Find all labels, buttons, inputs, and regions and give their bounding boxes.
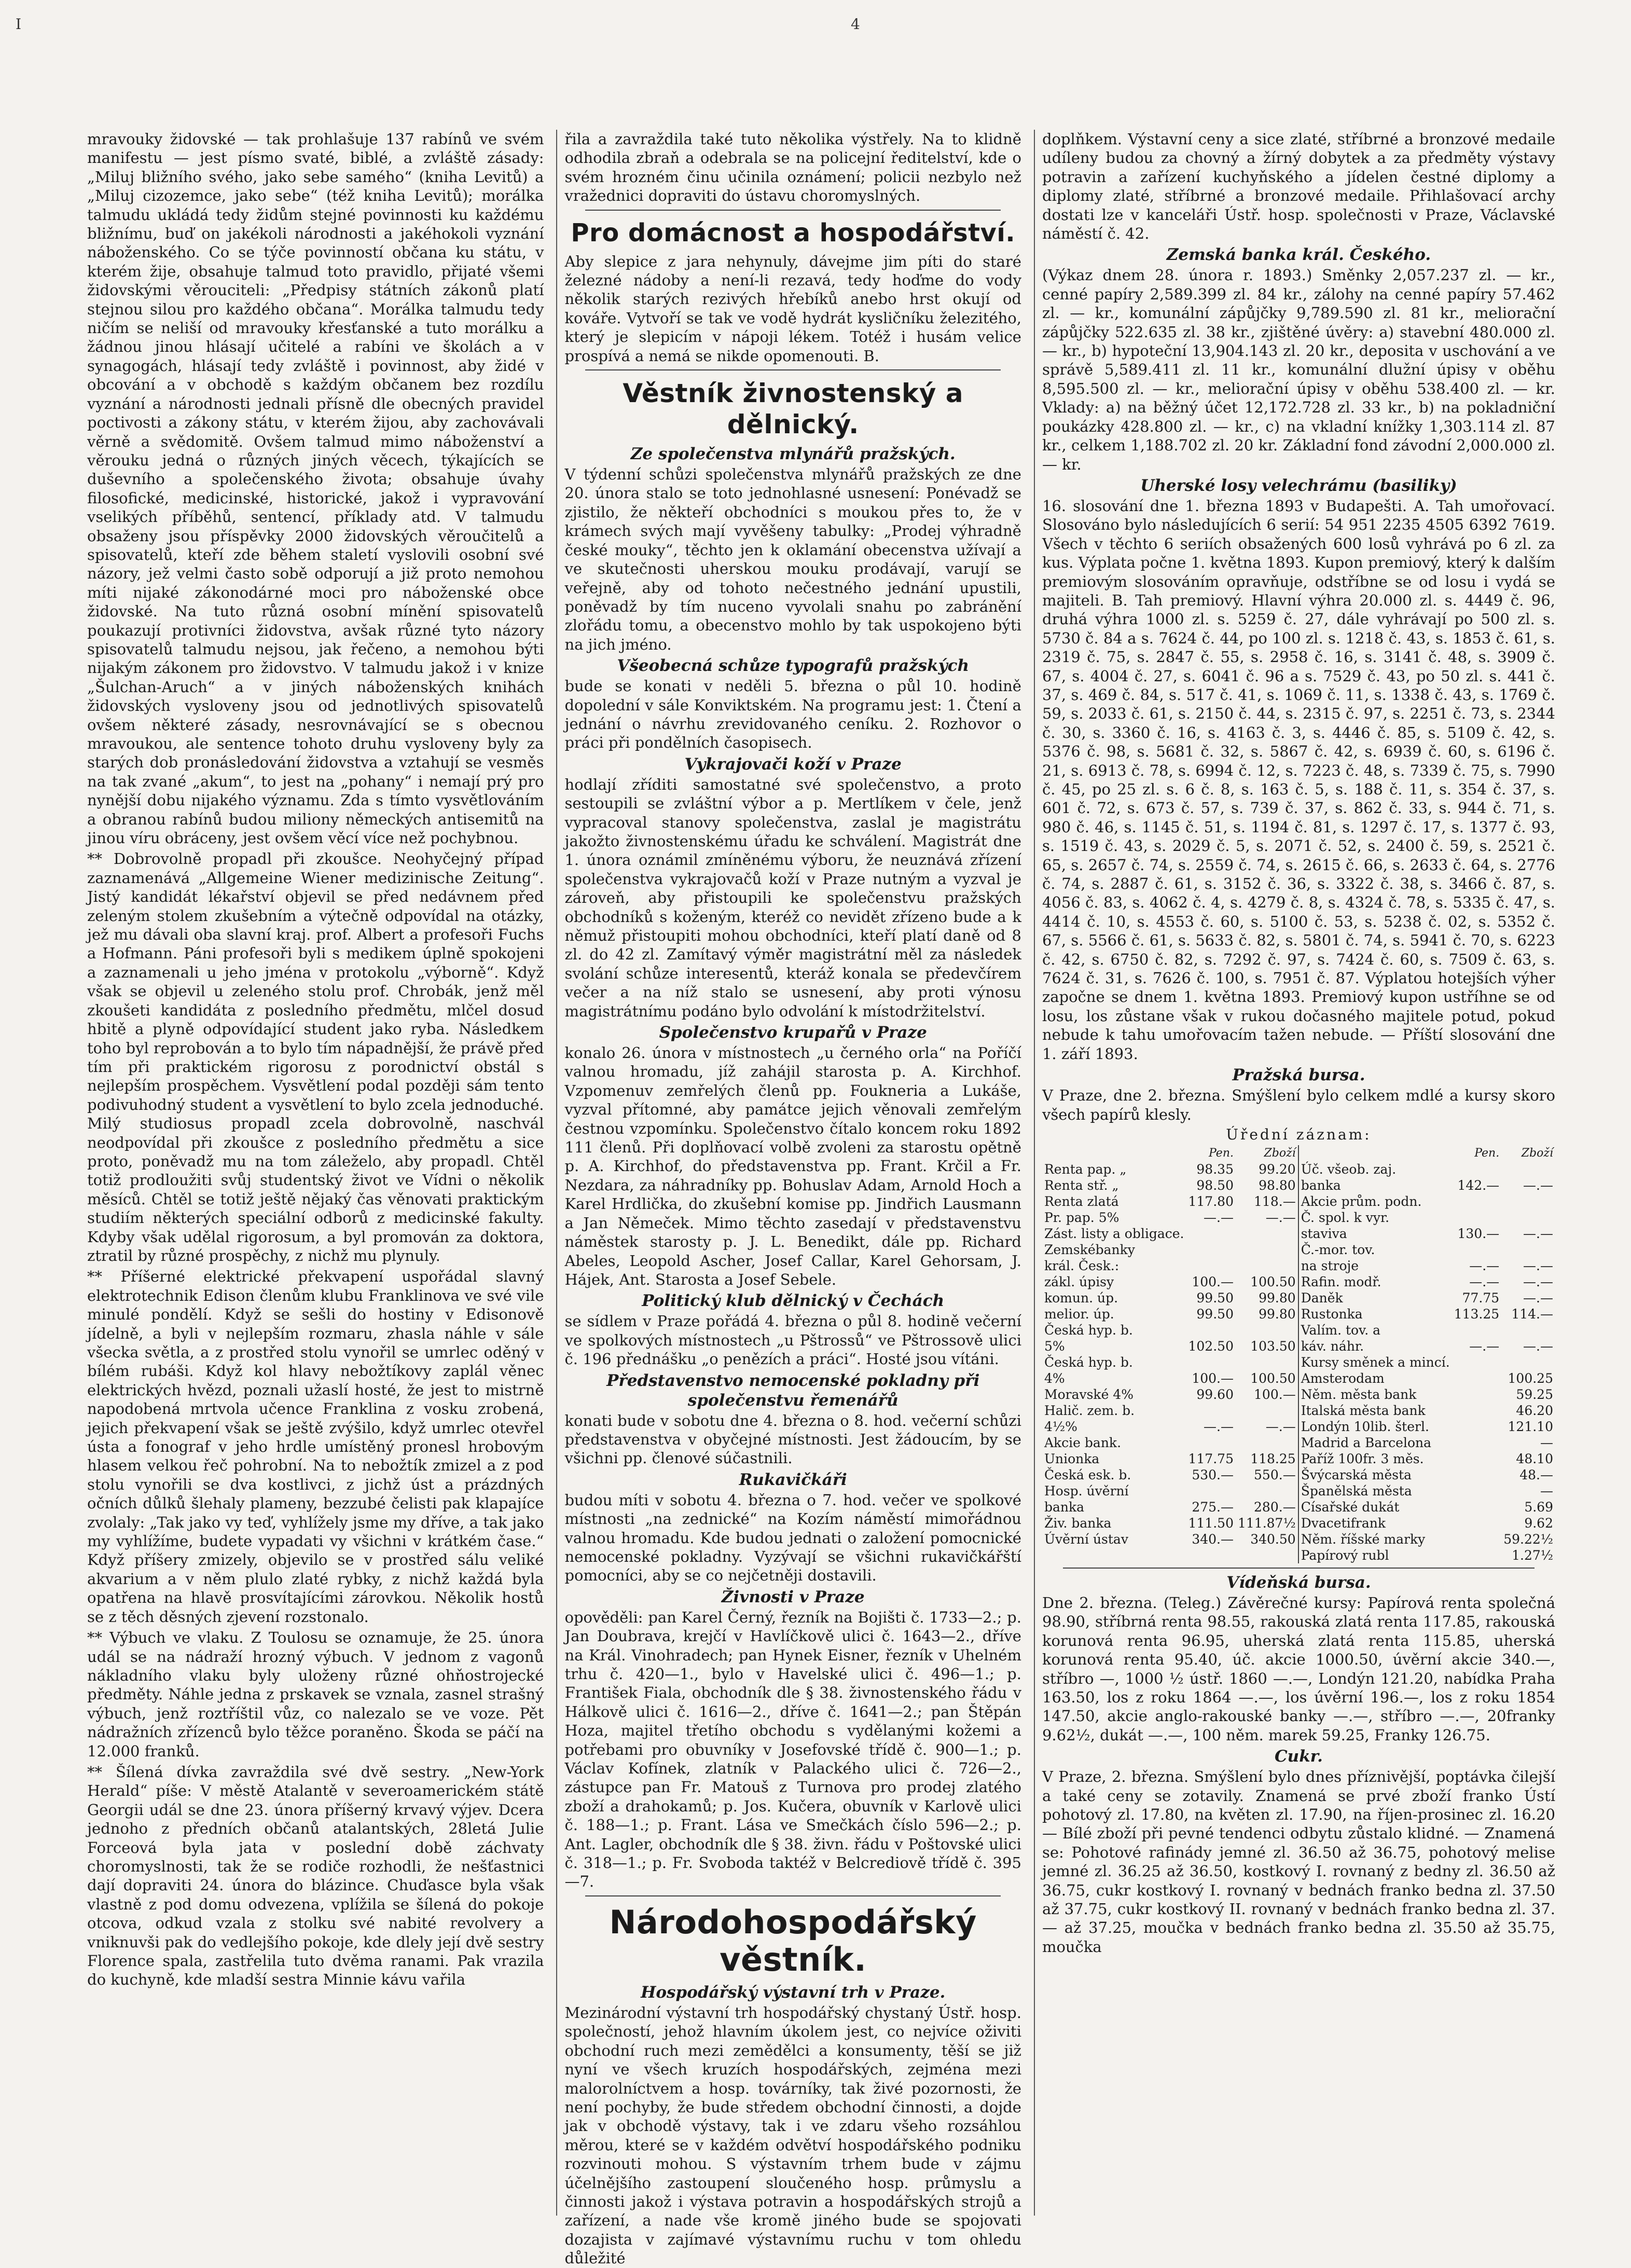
rates-header-cell (1298, 1145, 1452, 1161)
rates-cell: Švýcarská města (1298, 1467, 1452, 1483)
rates-cell: Česká hyp. b. (1044, 1354, 1133, 1370)
rates-cell (1452, 1435, 1501, 1451)
rates-cell: komun. úp. (1044, 1290, 1118, 1305)
rates-cell: Úvěrní ústav (1044, 1531, 1128, 1547)
rates-cell: Č.-mor. tov. (1298, 1242, 1452, 1258)
rates-cell: 99.80 (1259, 1290, 1296, 1305)
rates-cell (1501, 1242, 1555, 1258)
rates-cell: 340.— (1192, 1531, 1234, 1547)
rates-cell (1501, 1193, 1555, 1209)
article-paragraph: Aby slepice z jara nehynuly, dávejme jim píti do staré železné nádoby a není-li rezavá, tedy hoďme do vody několik starých rezivých hřebíků anebo hrst okují od kováře. Vytvoří se tak ve vodě hydrát kysličníku železitého, který je slepicím v nápoji lékem. Totéž i husám velice prospívá a nemá se nikde opomenouti. B. (564, 252, 1021, 365)
rates-row (1042, 1419, 1555, 1435)
article-paragraph: ** Šílená dívka zavraždila své dvě sestry. „New-York Herald“ píše: V městě Atalantě v severoamerickém státě Georgii udál se dne 23. února příšerný krvavý výjev. Dcera jednoho z předních občanů atalantských, 28letá Julie Forceová byla jata v poslední době záchvaty choromyslnosti, tak že se rodiče rozhodli, že nešťastnici dají dopraviti 24. února do blázince. Chuďasce byla však vlastně z pod domu odvezena, vplížila se šílená do pokoje otcova, odkud vzala z stolku své nabité revolvery a vniknuvši pak do vedlejšího pokoje, kde dlely její dvě sestry Florence spala, zastřelila tuto dvěma ranami. Pak vrazila do kuchyně, kde mladší sestra Minnie kávu vařila (87, 1763, 544, 1989)
rates-cell: —.— (1523, 1177, 1553, 1193)
rates-cell: 280.— (1254, 1499, 1296, 1515)
rates-cell: banka (1044, 1499, 1085, 1515)
rates-row (1042, 1354, 1555, 1370)
item-text: Dne 2. března. (Teleg.) Závěrečné kursy: Papírová renta společná 98.90, stříbrná renta 98.55, rakouská zlatá renta 117.85, rakouská korunová renta 96.95, uherská zlatá renta 115.85, uherská korunová renta 95.40, úč. akcie 1000.50, úvěrní akcie 340.—, stříbro —, 1000 ½ ústř. 1860 —.—, Londýn 121.20, nabídka Praha 163.50, los z roku 1864 —.—, los úvěrní 196.—, los z roku 1854 147.50, akcie anglo-rakouské banky —.—, stříbro —.—, 20franky 9.62½, dukát —.—, 100 něm. marek 59.25, Franky 126.75. (1042, 1593, 1555, 1744)
item-heading: Cukr. (1274, 1747, 1323, 1766)
rates-row (1042, 1193, 1555, 1209)
rates-cell: Halič. zem. b. (1044, 1403, 1135, 1418)
rates-cell: Úč. všeob. zaj. (1298, 1161, 1452, 1177)
rates-row (1042, 1370, 1555, 1386)
trade-item (564, 1291, 1021, 1368)
market-item (1042, 1573, 1555, 1744)
item-text: V Praze, dne 2. března. Smýšlení bylo celkem mdlé a kursy skoro všech papírů klesly. (1042, 1087, 1555, 1123)
rates-cell (1236, 1322, 1298, 1338)
rates-cell: 117.80 (1188, 1193, 1234, 1209)
newspaper-columns (87, 130, 1555, 2267)
rates-cell: Londýn 10lib. šterl. (1298, 1419, 1452, 1435)
rates-cell: —.— (1469, 1274, 1500, 1289)
rates-cell (1042, 1547, 1186, 1563)
rates-cell: Renta stř. „ (1044, 1177, 1119, 1193)
rates-cell: —.— (1265, 1209, 1296, 1225)
section-divider (585, 369, 1000, 370)
rates-cell: Madrid a Barcelona (1298, 1435, 1452, 1451)
rates-cell: 9.62 (1524, 1515, 1553, 1531)
rates-cell: Něm. města bank (1298, 1386, 1452, 1403)
rates-cell: král. Česk.: (1044, 1258, 1119, 1273)
rates-cell: 118.25 (1250, 1451, 1296, 1466)
rates-row (1042, 1403, 1555, 1419)
item-heading: Pražská bursa. (1232, 1066, 1365, 1085)
rates-cell (1452, 1531, 1501, 1547)
rates-cell (1236, 1547, 1298, 1563)
rates-cell: —.— (1265, 1419, 1296, 1434)
item-heading: Živnosti v Praze (721, 1587, 865, 1606)
rates-cell: Živ. banka (1044, 1515, 1112, 1531)
rates-cell: 340.50 (1250, 1531, 1296, 1547)
item-heading: Ze společenstva mlynářů pražských. (630, 445, 956, 464)
rates-cell: 99.50 (1196, 1290, 1234, 1305)
item-heading: Představenstvo nemocenské pokladny při společenstvu řemenářů (606, 1371, 980, 1410)
rates-cell: 530.— (1192, 1467, 1234, 1482)
rates-cell: Daněk (1298, 1290, 1452, 1306)
rates-cell (1452, 1242, 1501, 1258)
rates-cell: 98.35 (1196, 1161, 1234, 1177)
rates-cell (1452, 1515, 1501, 1531)
rates-cell (1452, 1193, 1501, 1209)
rates-cell: Amsterodam (1298, 1370, 1452, 1386)
article-paragraph: doplňkem. Výstavní ceny a sice zlaté, stříbrné a bronzové medaile udíleny budou za chovný a žírný dobytek a za předměty výstavy potravin a zařízení kuchyňského a jídelen čestné diplomy a diplomy zlaté, stříbrné a bronzové medaile. Přihlašovací archy dostati lze v kanceláři Ústř. hosp. společnosti v Praze, Václavské náměstí č. 42. (1042, 130, 1555, 243)
page-mark-center: 4 (851, 16, 860, 33)
rates-row (1042, 1435, 1555, 1451)
rates-cell: 100.50 (1250, 1370, 1296, 1386)
rates-cell (1236, 1403, 1298, 1419)
rates-cell: Italská města bank (1298, 1403, 1452, 1419)
trade-item (564, 1470, 1021, 1585)
rates-row (1042, 1467, 1555, 1483)
rates-row (1042, 1306, 1555, 1322)
rates-cell: —.— (1204, 1209, 1234, 1225)
rates-cell: Moravské 4% (1044, 1386, 1134, 1402)
rates-cell: Zást. listy a obligace. (1044, 1226, 1184, 1241)
rates-row (1042, 1258, 1555, 1274)
rates-cell: Valím. tov. a (1298, 1322, 1452, 1338)
rates-cell: Česká esk. b. (1044, 1467, 1131, 1482)
rates-cell: 59.22½ (1503, 1531, 1553, 1547)
rates-cell: Hosp. úvěrní (1044, 1483, 1129, 1499)
item-text: hodlají zříditi samostatné své společenstvo, a proto sestoupili se zvláštní výbor a p. Mertlíkem v čele, jenž vypracoval stanovy společenstva, zaslal je magistrátu jakožto živnostenskému úřadu ke schválení. Magistrát dne 1. února oznámil zmíněnému výboru, že neuznává zřízení společenstva vykrajovačů koží v Praze nutným a vyzval je zároveň, aby přistoupili ke společenstvu pražských obchodníků s koženým, kteréž co nevidět zřízeno bude a k němuž přistoupiti mohou obchodníci, kteří platí daně od 8 zl. do 42 zl. Zamítavý výměr magistrátní měl za následek svolání schůze interesentů, kteráž konala se předevčírem večer a na níž stalo se usnesení, aby proti výnosu magistrátnímu podáno bylo odvolání k místodržitelství. (564, 775, 1021, 1020)
rates-cell: Španělská města (1298, 1483, 1452, 1499)
section-title-trade: Věstník živnostenský a dělnický. (623, 378, 964, 440)
rates-row (1042, 1547, 1555, 1563)
rates-row (1042, 1322, 1555, 1338)
rates-cell: 4½% (1044, 1419, 1077, 1434)
item-heading: Vykrajovači koží v Praze (684, 754, 902, 774)
rates-cell (1236, 1226, 1298, 1242)
rates-cell: 111.87½ (1237, 1515, 1296, 1531)
rates-cell (1501, 1161, 1555, 1177)
rates-cell: — (1540, 1483, 1553, 1499)
rates-cell (1186, 1354, 1236, 1370)
rates-cell: 99.50 (1196, 1306, 1234, 1322)
rates-cell: 550.— (1254, 1467, 1296, 1482)
rates-cell (1452, 1322, 1501, 1338)
rates-cell: melior. úp. (1044, 1306, 1114, 1322)
rates-cell: 98.80 (1259, 1177, 1296, 1193)
rates-cell: zákl. úpisy (1044, 1274, 1114, 1289)
rates-cell: Akcie prům. podn. (1298, 1193, 1452, 1209)
item-heading: Politický klub dělnický v Čechách (642, 1291, 945, 1311)
rates-row (1042, 1226, 1555, 1242)
rates-cell: Rustonka (1298, 1306, 1452, 1322)
rates-cell: —.— (1469, 1258, 1500, 1273)
rates-row (1042, 1209, 1555, 1226)
rates-cell: 99.80 (1259, 1306, 1296, 1322)
page-mark-left: I (16, 16, 22, 33)
rates-cell: Rafin. modř. (1298, 1274, 1452, 1290)
page-marks (0, 16, 1631, 36)
item-text: konati bude v sobotu dne 4. března o 8. hod. večerní schůzi představenstva v obyčejné místnosti. Jest žádoucím, by se všichni pp. členové súčastnili. (564, 1411, 1021, 1467)
rates-cell: 100.— (1192, 1370, 1234, 1386)
rates-cell: 100.— (1254, 1386, 1296, 1402)
rates-cell (1452, 1451, 1501, 1467)
trade-item (564, 1023, 1021, 1289)
rates-cell (1452, 1483, 1501, 1499)
rates-cell (1236, 1354, 1298, 1370)
rates-cell: —.— (1523, 1290, 1553, 1305)
economy-item (564, 1983, 1021, 2268)
rates-cell (1186, 1403, 1236, 1419)
rates-cell: 118.— (1254, 1193, 1296, 1209)
item-heading: Rukavičkáři (739, 1470, 847, 1489)
item-heading: Hospodářský výstavní trh v Praze. (641, 1983, 946, 2002)
rates-cell (1452, 1354, 1501, 1370)
item-text: opověděli: pan Karel Černý, řezník na Bojišti č. 1733—2.; p. Jan Doubrava, krejčí v Havlíčkově ulici č. 1643—2., dříve na Král. Vinohradech; pan Hynek Eisner, řezník v Uhelném trhu č. 420—1., bylo v Havelské ulici č. 496—1.; p. František Fiala, obchodník dle § 38. živnostenského řádu v Hálkově ulici č. 1616—2., dříve č. 1641—2.; pan Štěpán Hoza, majitel třetího obchodu s vydělanými kožemi a potřebami pro obuvníky v Josefovské třídě č. 900—1.; p. Václav Kofínek, zlatník v Palackého ulici č. 726—2., zástupce pan Fr. Matouš z Turnova pro prodej zlatého zboží a drahokamů; p. Jos. Kučera, obuvník v Karlově ulici č. 188—1.; p. Frant. Lása ve Smečkách číslo 596—2.; p. Ant. Lagler, obchodník dle § 38. živn. řádu v Poštovské ulici č. 318—1.; p. Fr. Svoboda taktéž v Belcrediově třídě č. 395—7. (564, 1608, 1021, 1891)
rates-cell (1501, 1322, 1555, 1338)
rates-cell: 48.10 (1516, 1451, 1553, 1466)
rates-cell: Paříž 100fr. 3 měs. (1298, 1451, 1452, 1467)
rates-cell: Renta pap. „ (1044, 1161, 1127, 1177)
rates-cell (1501, 1209, 1555, 1226)
rates-cell: 121.10 (1508, 1419, 1553, 1434)
rates-cell: 1.27½ (1512, 1547, 1553, 1563)
rates-cell: 102.50 (1188, 1338, 1234, 1354)
rates-cell: 100.25 (1508, 1370, 1553, 1386)
rates-cell: Česká hyp. b. (1044, 1322, 1133, 1338)
rates-cell: 48.— (1519, 1467, 1553, 1482)
rates-cell (1452, 1209, 1501, 1226)
rates-cell: banka (1298, 1177, 1452, 1193)
rates-cell (1186, 1258, 1236, 1274)
section-divider (585, 210, 1000, 211)
rates-cell (1452, 1386, 1501, 1403)
article-paragraph: ** Dobrovolně propadl při zkoušce. Neohyčejný případ zaznamenává „Allgemeine Wiener medizinische Zeitung“. Jistý kandidát lékařství objevil se před nedávnem před zeleným stolem zkušebním a výtečně odpovídal na otázky, jež mu dávali oba slavní kraj. prof. Albert a profesoři Fuchs a Hofmann. Páni profesoři byli s medikem úplně spokojeni a zaznamenali u jeho jména v protokolu „výborně“. Když však se objevil u zeleného stolu prof. Chrobák, jenž měl zkoušeti kandidáta z posledního předmětu, mlčel dosud hbitě a plyně odpovídající student jako ryba. Následkem toho byl reprobován a to bylo tím nápadnější, že právě před tím při praktickém rigorosu z porodnictví obstál s nejlepším prospěchem. Vysvětlení podal později sám tento podivuhodný student a vysvětlení to bylo zcela jednoduché. Milý studiosus propadl zcela dobrovolně, naschvál neodpovídal při zkoušce z posledního předmětu a sice proto, poněvadž mu na tom záleželo, aby propadl. Chtěl totiž prodloužiti svůj studentský život ve Vídni o několik měsíců. Chtěl se totiž ještě nějaký čas věnovati praktickým studiím některých speciální odborů z medicinské fakulty. Kdyby však udělal rigorosum, a byl promován za doktora, ztratil by různé prospěchy, z nichž mu plynuly. (87, 850, 544, 1264)
item-text: konalo 26. února v místnostech „u černého orla“ na Poříčí valnou hromadu, jíž zahájil starosta p. A. Kirchhof. Vzpomenuv zemřelých členů pp. Foukneria a Lukáše, vyzval přítomné, aby památce jejich věnovali zemřelým čestnou vzpomínku. Společenstvo čítalo koncem roku 1892 111 členů. Při doplňovací volbě zvoleni za starostu opětně p. A. Kirchhof, do představenstva pp. Frant. Krčil a Fr. Nezdara, za náhradníky pp. Bohuslav Adam, Arnold Hoch a Karel Hrdlička, do zkušební komise pp. Jindřich Lausmann a Jan Němeček. Mimo těchto zasedají v představenstvu náměstek starosty p. J. L. Benedikt, dále pp. Richard Abeles, Leopold Ascher, Josef Callar, Karel Gehorsam, J. Hájek, Ant. Starosta a Josef Sebele. (564, 1044, 1021, 1288)
rates-cell: —.— (1204, 1419, 1234, 1434)
column-3 (1034, 130, 1555, 2216)
rates-cell: —.— (1523, 1226, 1553, 1241)
item-heading: Společenstvo krupařů v Praze (659, 1023, 927, 1042)
rates-cell: 46.20 (1516, 1403, 1553, 1418)
section-divider (585, 1895, 1000, 1896)
rates-cell: Císařské dukát (1298, 1499, 1452, 1515)
finance-item (1042, 245, 1555, 473)
rates-cell (1186, 1226, 1236, 1242)
rates-cell: 130.— (1457, 1226, 1500, 1241)
rates-cell (1452, 1467, 1501, 1483)
item-text: (Výkaz dnem 28. února r. 1893.) Směnky 2,057.237 zl. — kr., cenné papíry 2,589.399 zl. 84 kr., zálohy na cenné papíry 57.462 zl. — kr., komunální zápůjčky 9,789.590 zl. 81 kr., meliorační zápůjčky 522.635 zl. 38 kr., zjištěné úvěry: a) stavební 480.000 zl. — kr., b) hypoteční 13,904.143 zl. 20 kr., deposita v uschování a ve správě 5,589.411 zl. 11 kr., komunální dlužní úpisy v oběhu 8,595.500 zl. — kr., meliorační úpisy v oběhu 538.400 zl. — kr. Vklady: a) na běžný účet 12,172.728 zl. 33 kr., b) na pokladniční poukázky 428.800 zl. — kr., c) na vkladní knížky 1,303.114 zl. 87 kr., celkem 1,188.702 zl. 20 kr. Základní fond závodní 2,000.000 zl. — kr. (1042, 266, 1555, 473)
article-paragraph: ** Příšerné elektrické překvapení uspořádal slavný elektrotechnik Edison členům klubu Franklinova ve své vile minulé pondělí. Když se sešli do hostiny v Edisonově jídelně, a byli v nejlepším rozmaru, zhasla náhle v sále všecka světla, a z prostřed stolu vynořil se umrlec oděný v bílém rubáši. Když kol hlavy nebožtíkovy zaplál věnec elektrických hvězd, poznali užaslí hosté, že jest to mistrně napodobená mrtvola učence Franklina z vosku zrobená, jejich překvapení však se ještě zvýšilo, když umrlec otevřel ústa a fonograf v jeho hrdle umístěný pronesl hrobovým hlasem velkou řeč pohrobní. Na to nebožtík zmizel a z pod stolu vynořili se dva kostlivci, z jichž úst a prázdných očních důlků šlehaly plameny, bezzubé čelisti pak klapajíce zvolaly: „Tak jako vy teď, vyhlížely jsme my dříve, a tak jako my vyhlížíme, budete vypadati vy všichni v krátkém čase.“ Když příšery zmizely, objevilo se v prostřed sálu veliké akvarium a v něm plulo zlaté rybky, z nichž každá byla opatřena na hlavě prosvítajícími zárovkou. Několik hostů se z těch děsných zjevení rozstonalo. (87, 1268, 544, 1626)
rates-cell: 98.50 (1196, 1177, 1234, 1193)
item-text: V týdenní schůzi společenstva mlynářů pražských ze dne 20. února stalo se toto jednohlasné usnesení: Ponévadž se zjistilo, že někteří obchodníci s moukou přes to, že v krámech svých mají vyvěšeny tabulky: „Prodej výhradně české mouky“, těchto jen k oklamání obecenstva užívají a ve skutečnosti uherskou mouku prodávají, varují se veřejně, aby od tohoto nečestného jednání upustili, poněvadž by tím nuceno vyvolali snahu po zabránění zlořádu tomu, a obecenstvo mohlo by tak uspokojeno býti na jich jméno. (564, 465, 1021, 653)
trade-item (564, 1587, 1021, 1891)
rates-cell: 275.— (1192, 1499, 1234, 1515)
rates-header-cell (1042, 1145, 1186, 1161)
rates-row (1042, 1515, 1555, 1531)
rates-row (1042, 1177, 1555, 1193)
rates-heading: Úřední záznam: (1226, 1125, 1372, 1143)
section-title-household: Pro domácnost a hospodářství. (571, 218, 1016, 248)
rates-row (1042, 1161, 1555, 1177)
trade-item (564, 754, 1021, 1021)
rates-cell: 100.50 (1250, 1274, 1296, 1289)
item-text: budou míti v sobotu 4. března o 7. hod. večer ve spolkové místnosti „na zednické“ na Kozím náměstí mimořádnou valnou hromadu. Kde budou jednati o založení pomocnické nemocenské pokladny. Vyzývají se všichni rukavičkářští pomocníci, aby se co nejčetněji dostavili. (564, 1491, 1021, 1585)
item-text: V Praze, 2. března. Smýšlení bylo dnes příznivější, poptávka čilejší a také ceny se zotavily. Znamená se prvé zboží franko Ústí pohotový zl. 17.80, na květen zl. 17.90, na říjen-prosinec zl. 16.20 — Bílé zboží při pevné tendenci odbytu zůstalo klidné. — Znamená se: Pohotové rafinády jemné zl. 36.50 až 36.75, pohotový melise jemné zl. 36.25 až 36.50, kostkový I. rovnaný z bedny zl. 36.50 až 36.75, cukr kostkový I. rovnaný v bednách franko bedna zl. 37.50 až 37.75, cukr kostkový II. rovnaný v bednách franko bedna zl. 37.— až 37.25, moučka v bednách franko bedna zl. 35.50 až 35.75, moučka (1042, 1768, 1555, 1956)
rates-row (1042, 1531, 1555, 1547)
rates-cell (1236, 1258, 1298, 1274)
column-2 (556, 130, 1021, 2267)
column-1 (87, 130, 544, 2216)
rates-cell: —.— (1469, 1338, 1500, 1354)
rates-header-row (1042, 1145, 1555, 1161)
article-paragraph: mravouky židovské — tak prohlašuje 137 rabínů ve svém manifestu — jest písmo svaté, biblé, a zvláště zásady: „Miluj bližního svého, jako sebe samého“ (kniha Levitů) a „Miluj cizozemce, jako sebe“ (též kniha Levitů); morálka talmudu ukládá tedy židům stejné povinnosti ku každému bližnímu, buď on jakékoli národnosti a jakéhokoli vyznání náboženského. Co se týče povinností občana ku státu, v kterém žije, obsahuje talmud toto pravidlo, přijaté všemi židovskými věrouciteli: „Předpisy státních zákonů platí stejnou silou pro každého občana“. Morálka talmudu tedy ničím se neliší od mravouky křesťanské a tuto morálku a žádnou jinou hlásají učitelé a rabíni ve školách a v synagogách, hlásají tedy zvláště i povinnost, aby židé v obcování a v obchodě s každým občanem bez rozdílu vyznání a národnosti jednali přísně dle obecných pravidel poctivosti a zákony státu, v kterém žijou, aby zachovávali věrně a svědomitě. Ovšem talmud mimo náboženství a věrouku jedná o různých jiných věcech, týkajících se duševního a společenského života; obsahuje úvahy filosofické, medicinské, historické, jakož i vypravování vselikých příběhů, sentencí, příklady atd. V talmudu obsaženy jsou příspěvky 2000 židovských věroučitelů a spisovatelů, kteří zde během staletí vyslovili osobní své názory, jež velmi často sobě odporují a již proto nemohou míti nijaké zákonodárné moci pro náboženské obce židovské. Na tuto různá osobní mínění spisovatelů poukazují protivníci židovstva, avšak různé tyto názory spisovatelů talmudu nejsou, jak řečeno, a nemohou býti nijakým zákonem pro židovstvo. V talmudu jakož i v knize „Šulchan-Aruch“ a v jiných náboženských knihách židovských vysloveny jsou od jednotlivých spisovatelů ovšem některé zásady, nesrovnávající se s obecnou mravoukou, ale sentence tohoto druhu vysloveny byly za starých dob pronásledování židovstva a vztahují se vesměs na tak zvané „akum“, to jest na „pohany“ i nemají prý pro nynější dobu nijakého významu. Zda s tímto vysvětlováním a obranou rabínů budou miliony německých antisemitů na jinou víru obráceny, jest ovšem věcí více než pochybnou. (87, 130, 544, 847)
finance-item (1042, 476, 1555, 1063)
rates-cell: Renta zlatá (1044, 1193, 1119, 1209)
rates-cell: staviva (1298, 1226, 1452, 1242)
rates-cell: 103.50 (1250, 1338, 1296, 1354)
rates-cell: káv. náhr. (1298, 1338, 1452, 1354)
finance-item (1042, 1065, 1555, 1124)
rates-cell: Pr. pap. 5% (1044, 1209, 1119, 1225)
item-heading: Všeobecná schůze typografů pražských (617, 656, 970, 676)
rates-cell: Č. spol. k vyr. (1298, 1209, 1452, 1226)
rates-cell (1452, 1547, 1501, 1563)
rates-cell (1452, 1161, 1501, 1177)
article-paragraph: řila a zavraždila také tuto několika výstřely. Na to klidně odhodila zbraň a odebrala se na policejní ředitelství, kde o svém hrozném činu učinila oznámení; policii nezbylo než vražednici dopraviti do ústavu choromyslných. (564, 130, 1021, 205)
rates-row (1042, 1274, 1555, 1290)
rates-row (1042, 1483, 1555, 1499)
rates-cell (1452, 1403, 1501, 1419)
exchange-rates-table (1042, 1145, 1555, 1563)
rates-row (1042, 1386, 1555, 1403)
item-heading: Vídeňská bursa. (1226, 1573, 1371, 1592)
item-text: bude se konati v neděli 5. března o půl 10. hodině dopolední v sále Konviktském. Na programu jest: 1. Čtení a jednání o návrhu zrevidovaného ceníku. 2. Rozhovor o práci při pondělních časopisech. (564, 677, 1021, 752)
rates-cell: 114.— (1511, 1306, 1553, 1322)
section-divider (1063, 1568, 1535, 1569)
rates-cell (1452, 1419, 1501, 1435)
rates-cell: Unionka (1044, 1451, 1100, 1466)
rates-cell (1236, 1242, 1298, 1258)
rates-cell (1186, 1242, 1236, 1258)
trade-item (564, 1371, 1021, 1468)
rates-cell: 113.25 (1454, 1306, 1500, 1322)
trade-item (564, 656, 1021, 752)
rates-cell: —.— (1523, 1258, 1553, 1273)
item-text: 16. slosování dne 1. března 1893 v Budapešti. A. Tah umořovací. Slosováno bylo následujících 6 serií: 54 951 2235 4505 6392 7619. Všech v těchto 6 seriích obsažených 600 losů vyhrává po 6 zl. za kus. Výplata počne 1. května 1893. Kupon premiový, který k dalším premiovým slosováním opravňuje, odstříbne se od losu i vydá se majiteli. B. Tah premiový. Hlavní výhra 20.000 zl. s. 4449 č. 96, druhá výhra 1000 zl. s. 5259 č. 27, dále vyhrávají po 500 zl. s. 5730 č. 84 a s. 7624 č. 44, po 100 zl. s. 1218 č. 43, s. 1853 č. 61, s. 2319 č. 75, s. 2847 č. 55, s. 2958 č. 16, s. 3141 č. 48, s. 3909 č. 67, s. 4004 č. 27, s. 6041 č. 96 a s. 7529 č. 43, po 50 zl. s. 441 č. 37, s. 469 č. 84, s. 517 č. 41, s. 1069 č. 11, s. 1338 č. 43, s. 1769 č. 59, s. 2033 č. 61, s. 2150 č. 44, s. 2315 č. 97, s. 2251 č. 73, s. 2344 č. 30, s. 3360 č. 16, s. 4163 č. 3, s. 4446 č. 85, s. 5109 č. 42, s. 5376 č. 98, s. 5681 č. 32, s. 5867 č. 42, s. 6939 č. 60, s. 6196 č. 21, s. 6913 č. 78, s. 6994 č. 12, s. 7223 č. 48, s. 7339 č. 75, s. 7990 č. 45, po 25 zl. s. 6 č. 8, s. 163 č. 5, s. 188 č. 11, s. 354 č. 37, s. 601 č. 72, s. 673 č. 57, s. 739 č. 37, s. 862 č. 33, s. 944 č. 71, s. 980 č. 46, s. 1145 č. 51, s. 1194 č. 81, s. 1297 č. 17, s. 1377 č. 93, s. 1519 č. 43, s. 2029 č. 5, s. 2071 č. 52, s. 2400 č. 59, s. 2521 č. 65, s. 2657 č. 74, s. 2559 č. 74, s. 2615 č. 66, s. 2633 č. 64, s. 2776 č. 74, s. 2887 č. 61, s. 3152 č. 36, s. 3322 č. 38, s. 3466 č. 87, s. 4056 č. 83, s. 4062 č. 4, s. 4279 č. 8, s. 4324 č. 78, s. 5335 č. 47, s. 4414 č. 10, s. 4553 č. 60, s. 5100 č. 53, s. 5238 č. 02, s. 5352 č. 67, s. 5566 č. 61, s. 5633 č. 82, s. 5801 č. 74, s. 5941 č. 70, s. 6223 č. 42, s. 6750 č. 82, s. 7292 č. 97, s. 7424 č. 60, s. 7509 č. 63, s. 7624 č. 31, s. 7626 č. 100, s. 7951 č. 87. Výplatou hotejších výher započne se dnem 1. května 1893. Premiový kupon ustříhne se od losu, los zůstane však v rukou dočasného majitele potud, pokud nebude k tahu umořovacím tažen nebude. — Příští slosování dne 1. září 1893. (1042, 497, 1555, 1063)
rates-header-cell: Zboží (1264, 1146, 1296, 1160)
rates-cell: Dvacetifrank (1298, 1515, 1452, 1531)
section-title-economy: Národohospodářský věstník. (609, 1903, 977, 1978)
rates-cell: 77.75 (1462, 1290, 1500, 1305)
rates-cell: 99.20 (1259, 1161, 1296, 1177)
rates-header-cell: Pen. (1208, 1146, 1234, 1160)
rates-cell: 142.— (1457, 1177, 1500, 1193)
rates-cell: 100.— (1192, 1274, 1234, 1289)
rates-cell: —.— (1523, 1274, 1553, 1289)
rates-cell: — (1540, 1435, 1553, 1450)
rates-cell: Kursy směnek a mincí. (1298, 1354, 1452, 1370)
rates-cell: 4% (1044, 1370, 1065, 1386)
item-heading: Zemská banka král. Českého. (1166, 245, 1431, 265)
rates-cell (1186, 1435, 1236, 1451)
rates-cell: 117.75 (1188, 1451, 1234, 1466)
rates-cell: 111.50 (1188, 1515, 1234, 1531)
rates-cell (1186, 1483, 1236, 1499)
rates-cell (1186, 1547, 1236, 1563)
item-text: se sídlem v Praze pořádá 4. března o půl 8. hodině večerní ve spolkových místnostech „u Pštrossů“ ve Pštrossově ulici č. 196 přednášku „o penězích a práci“. Hosté jsou vítáni. (564, 1312, 1021, 1368)
rates-cell: Něm. říšské marky (1298, 1531, 1452, 1547)
rates-row (1042, 1290, 1555, 1306)
article-paragraph: ** Výbuch ve vlaku. Z Toulosu se oznamuje, že 25. února udál se na nádraží hrozný výbuch. V jednom z vagonů nákladního vlaku byly uloženy různé ohňostrojecké předměty. Náhle jedna z prskavek se vznala, zasnel strašný výbuch, jenž roztříštil vůz, co nalezalo se ve voze. Pět nádražních zřízenců bylo těžce poraněno. Škoda se páčí na 12.000 franků. (87, 1629, 544, 1760)
rates-cell (1452, 1370, 1501, 1386)
rates-row (1042, 1242, 1555, 1258)
rates-row (1042, 1499, 1555, 1515)
rates-header-cell: Zboží (1521, 1146, 1553, 1160)
rates-cell (1186, 1322, 1236, 1338)
rates-cell: 5.69 (1524, 1499, 1553, 1515)
rates-cell: 99.60 (1196, 1386, 1234, 1402)
item-heading: Uherské losy velechrámu (basiliky) (1140, 476, 1457, 495)
item-text: Mezinárodní výstavní trh hospodářský chystaný Ústř. hosp. společností, jehož hlavním úkolem jest, co nejvíce oživiti obchodní ruch mezi zemědělci a konsumenty, těší se již nyní ve všech kruzích hospodářských, zejména mezi malorolníctvem a hosp. továrníky, tak živé pozornosti, že není pochyby, že bude středem obchodní činnosti, a dojde jak v obchodě výstavy, tak i ve zdaru všeho rozsáhlou měrou, které se v každém odvětví hospodářského podniku rozvinouti mohou. S výstavním trhem bude v zájmu účelnějšího zastoupení sloučeného hosp. průmyslu a činnosti jakož i výstava potravin a hospodářských strojů a zařízení, a nade vše kromě jiného bude se spojovati dozajista v zajímavé výstavnímu ruchu v tom ohledu důležité (564, 2003, 1021, 2267)
market-item (1042, 1747, 1555, 1956)
rates-cell: —.— (1523, 1338, 1553, 1354)
rates-cell: Papírový rubl (1298, 1547, 1452, 1563)
rates-cell: Zemskébanky (1044, 1242, 1135, 1257)
trade-item (564, 444, 1021, 654)
rates-cell (1236, 1435, 1298, 1451)
rates-header-cell: Pen. (1474, 1146, 1500, 1160)
rates-cell (1452, 1499, 1501, 1515)
rates-cell: Akcie bank. (1044, 1435, 1122, 1450)
rates-cell: na stroje (1298, 1258, 1452, 1274)
rates-cell: 59.25 (1516, 1386, 1553, 1402)
rates-cell (1501, 1354, 1555, 1370)
rates-row (1042, 1338, 1555, 1354)
rates-row (1042, 1451, 1555, 1467)
rates-cell (1236, 1483, 1298, 1499)
rates-cell: 5% (1044, 1338, 1065, 1354)
